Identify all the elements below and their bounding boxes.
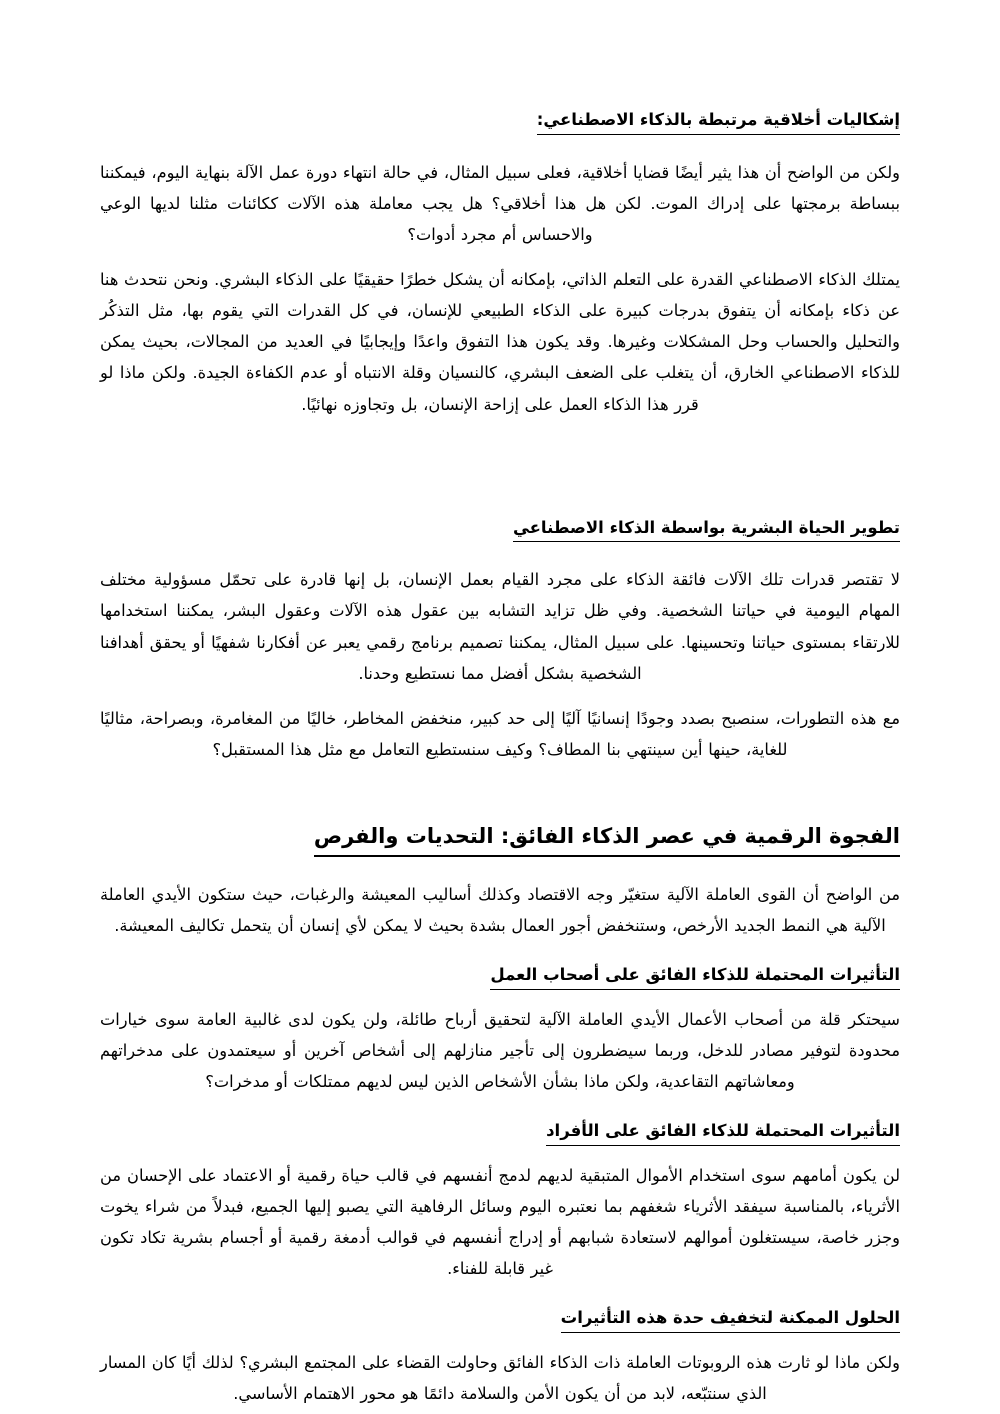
spacer xyxy=(100,250,900,264)
spacer xyxy=(100,689,900,703)
subsection-heading-impact-individuals xyxy=(100,1119,900,1146)
subsection-heading-possible-solutions xyxy=(100,1306,900,1333)
spacer xyxy=(100,135,900,157)
spacer xyxy=(100,765,900,821)
subsection-heading-impact-employers xyxy=(100,963,900,990)
spacer xyxy=(100,941,900,963)
spacer xyxy=(100,420,900,516)
paragraph-ethics-2: يمتلك الذكاء الاصطناعي القدرة على التعلم الذاتي، بإمكانه أن يشكل خطرًا حقيقيًا على الذكاء البشري. ونحن نتحدث هنا عن ذكاء بإمكانه أن يتفوق بدرجات كبيرة على الذكاء الطبيعي للإنسان، في كل القدرات التي يقوم بها، مثل التذكُر والتحليل والحساب وحل المشكلات وغيرها. وقد يكون هذا التفوق واعدًا وإيجابيًا في العديد من المجالات، بحيث يمكن للذكاء الاصطناعي الخارق، أن يتغلب على الضعف البشري، كالنسيان وقلة الانتباه أو عدم الكفاءة الجيدة. ولكن ماذا لو قرر هذا الذكاء العمل على إزاحة الإنسان، بل وتجاوزه نهائيًا. xyxy=(100,270,900,414)
paragraph-digital-divide-intro: من الواضح أن القوى العاملة الآلية ستغيّر وجه الاقتصاد وكذلك أساليب المعيشة والرغبات، حيث ستكون الأيدي العاملة الآلية هي النمط الجديد الأرخص، وستنخفض أجور العمال بشدة بحيث لا يمكن لأي إنسان أن يتحمل تكاليف المعيشة. xyxy=(100,884,900,935)
subsection-heading-impact-individuals-text: التأثيرات المحتملة للذكاء الفائق على الأفراد xyxy=(546,1119,900,1146)
paragraph-human-life-1: لا تقتصر قدرات تلك الآلات فائقة الذكاء على مجرد القيام بعمل الإنسان، بل إنها قادرة على تحمّل مسؤولية مختلف المهام اليومية في حياتنا الشخصية. وفي ظل تزايد التشابه بين عقول هذه الآلات وعقول البشر، يمكننا استخدامها للارتقاء بمستوى حياتنا وتحسينها. على سبيل المثال، يمكننا تصميم برنامج رقمي يعبر عن أفكارنا شفهيًا أو يحقق أهدافنا الشخصية بشكل أفضل مما نستطيع وحدنا. xyxy=(100,570,900,683)
section-heading-human-life-development xyxy=(100,516,900,543)
subsection-heading-possible-solutions-text: الحلول الممكنة لتخفيف حدة هذه التأثيرات xyxy=(561,1306,900,1333)
page-title-text: الفجوة الرقمية في عصر الذكاء الفائق: التحديات والفرص xyxy=(314,821,900,857)
spacer xyxy=(100,1284,900,1306)
spacer xyxy=(100,990,900,1004)
section-heading-human-life-development-text: تطوير الحياة البشرية بواسطة الذكاء الاصطناعي xyxy=(513,516,900,543)
spacer xyxy=(100,857,900,879)
spacer xyxy=(100,1333,900,1347)
document-body xyxy=(100,108,900,1409)
paragraph-human-life-2: مع هذه التطورات، سنصبح بصدد وجودًا إنسانيًا آليًا إلى حد كبير، منخفض المخاطر، خاليًا من المغامرة، وبصراحة، مثاليًا للغاية، حينها أين سينتهي بنا المطاف؟ وكيف سنستطيع التعامل مع مثل هذا المستقبل؟ xyxy=(100,708,900,759)
paragraph-impact-individuals: لن يكون أمامهم سوى استخدام الأموال المتبقية لديهم لدمج أنفسهم في قالب حياة رقمية أو الاعتماد على الإحسان من الأثرياء، بالمناسبة سيفقد الأثرياء شغفهم بما نعتبره اليوم وسائل الرفاهية التي يصبو إليها الجميع، فبدلاً من شراء يخوت وجزر خاصة، سيستغلون أموالهم لاستعادة شبابهم أو إدراج أنفسهم في قوالب أدمغة رقمية أو أجسام بشرية تكاد تكون غير قابلة للفناء. xyxy=(100,1165,900,1278)
paragraph-ethics-1: ولكن من الواضح أن هذا يثير أيضًا قضايا أخلاقية، فعلى سبيل المثال، في حالة انتهاء دورة عمل الآلة بنهاية اليوم، فيمكننا ببساطة برمجتها على إدراك الموت. لكن هل هذا أخلاقي؟ هل يجب معاملة هذه الآلات ككائنات مثلنا لديها الوعي والاحساس أم مجرد أدوات؟ xyxy=(100,162,900,244)
spacer xyxy=(100,1146,900,1160)
page-title xyxy=(100,821,900,857)
subsection-heading-impact-employers-text: التأثيرات المحتملة للذكاء الفائق على أصحاب العمل xyxy=(490,963,900,990)
section-heading-ethics-text: إشكاليات أخلاقية مرتبطة بالذكاء الاصطناعي: xyxy=(537,108,900,135)
paragraph-possible-solutions: ولكن ماذا لو ثارت هذه الروبوتات العاملة ذات الذكاء الفائق وحاولت القضاء على المجتمع البشري؟ لذلك أيًا كان المسار الذي سنتبّعه، لابد من أن يكون الأمن والسلامة دائمًا هو محور الاهتمام الأساسي. xyxy=(100,1352,900,1403)
spacer xyxy=(100,542,900,564)
spacer xyxy=(100,1097,900,1119)
paragraph-impact-employers: سيحتكر قلة من أصحاب الأعمال الأيدي العاملة الآلية لتحقيق أرباح طائلة، ولن يكون لدى غالبية العامة سوى خيارات محدودة لتوفير مصادر للدخل، وربما سيضطرون إلى تأجير منازلهم إلى أشخاص آخرين أو سيعتمدون على مدخراتهم ومعاشاتهم التقاعدية، ولكن ماذا بشأن الأشخاص الذين ليس لديهم ممتلكات أو مدخرات؟ xyxy=(100,1009,900,1091)
section-heading-ethics xyxy=(100,108,900,135)
